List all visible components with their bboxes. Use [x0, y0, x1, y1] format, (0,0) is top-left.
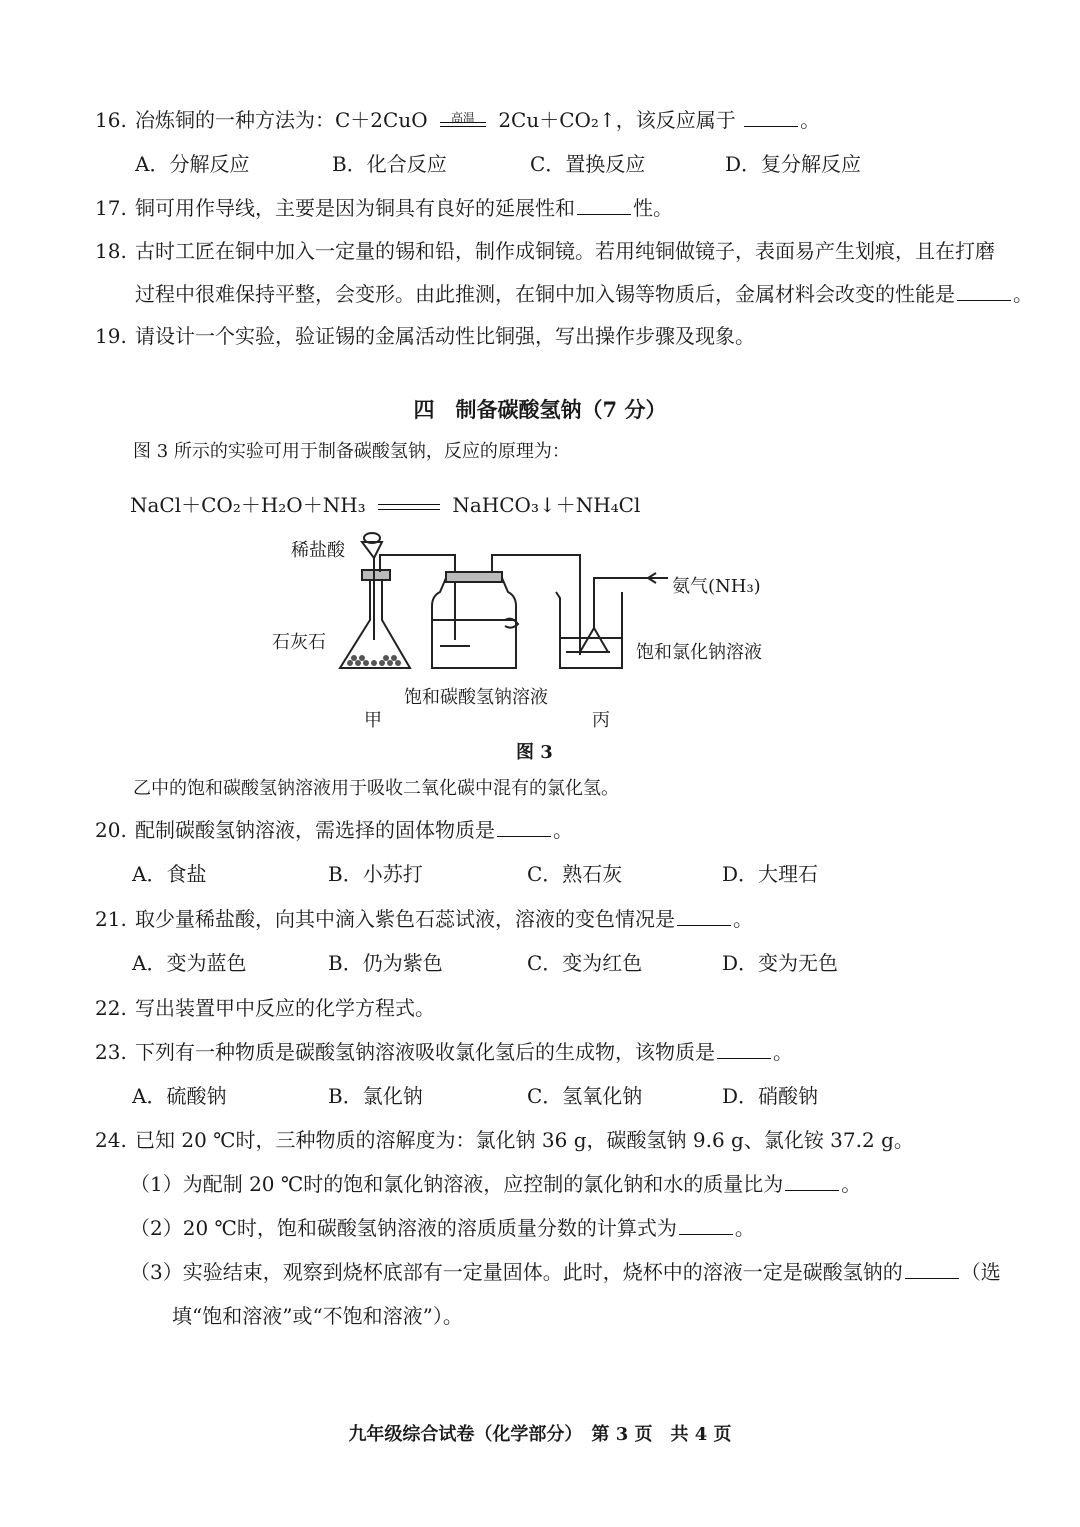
- option-d[interactable]: D．复分解反应: [725, 152, 862, 176]
- question-24-sub1: （1）为配制 20 ℃时的饱和氯化钠溶液，应控制的氯化钠和水的质量比为 。: [130, 1172, 862, 1196]
- question-24-sub3-line2: 填“饱和溶液”或“不饱和溶液”）。: [172, 1304, 463, 1328]
- question-text: 请设计一个实验，验证锡的金属活动性比铜强，写出操作步骤及现象。: [135, 324, 755, 348]
- option-a[interactable]: A．分解反应: [135, 152, 250, 176]
- option-b[interactable]: B．氯化钠: [328, 1084, 423, 1108]
- reaction-condition: 高温: [450, 110, 475, 125]
- option-b[interactable]: B．仍为紫色: [328, 951, 443, 975]
- answer-blank[interactable]: [497, 818, 551, 837]
- question-number: 19.: [95, 324, 127, 348]
- label-nacl-solution: 饱和氯化钠溶液: [636, 642, 762, 663]
- answer-blank[interactable]: [577, 196, 631, 215]
- equation-equals-sign: [378, 504, 440, 510]
- answer-blank[interactable]: [677, 907, 731, 926]
- question-text: 配制碳酸氢钠溶液，需选择的固体物质是: [135, 818, 495, 842]
- label-bing: 丙: [592, 710, 610, 731]
- bottle-stopper: [446, 572, 502, 582]
- question-number: 17.: [95, 196, 127, 220]
- answer-blank[interactable]: [679, 1216, 733, 1235]
- option-c[interactable]: C．置换反应: [530, 152, 646, 176]
- page-footer: 九年级综合试卷（化学部分） 第 3 页 共 4 页: [348, 1424, 732, 1445]
- reaction-equals-sign: [438, 110, 488, 134]
- label-nahco3-solution: 饱和碳酸氢钠溶液: [404, 687, 548, 708]
- option-d[interactable]: D．大理石: [722, 862, 819, 886]
- option-b[interactable]: B．化合反应: [332, 152, 447, 176]
- question-24-sub2: （2）20 ℃时，饱和碳酸氢钠溶液的溶质质量分数的计算式为 。: [130, 1216, 755, 1240]
- option-b[interactable]: B．小苏打: [328, 862, 423, 886]
- option-c[interactable]: C．氢氧化钠: [527, 1084, 643, 1108]
- option-d[interactable]: D．变为无色: [722, 951, 839, 975]
- question-text: 铜可用作导线，主要是因为铜具有良好的延展性和: [135, 196, 575, 220]
- question-text: 写出装置甲中反应的化学方程式。: [135, 996, 435, 1020]
- question-number: 20.: [95, 818, 127, 842]
- option-c[interactable]: C．变为红色: [527, 951, 643, 975]
- section-title: 四 制备碳酸氢钠（7 分）: [413, 397, 667, 422]
- beaker-bing: [556, 592, 622, 668]
- question-text: 冶炼铜的一种方法为：C＋2CuO: [135, 108, 428, 132]
- question-number: 24.: [95, 1128, 127, 1152]
- label-limestone: 石灰石: [272, 632, 326, 653]
- question-text: 古时工匠在铜中加入一定量的锡和铅，制作成铜镜。若用纯铜做镜子，表面易产生划痕，且在打磨: [135, 239, 995, 263]
- note-text: 乙中的饱和碳酸氢钠溶液用于吸收二氧化碳中混有的氯化氢。: [133, 778, 619, 799]
- option-a[interactable]: A．食盐: [132, 862, 207, 886]
- answer-blank[interactable]: [957, 282, 1011, 301]
- reaction-equation: [130, 491, 640, 519]
- answer-blank[interactable]: [717, 1040, 771, 1059]
- label-jia: 甲: [364, 710, 382, 731]
- label-ammonia: 氨气(NH₃): [672, 576, 761, 597]
- question-number: 22.: [95, 996, 127, 1020]
- question-number: 23.: [95, 1040, 127, 1064]
- question-number: 18.: [95, 239, 127, 263]
- answer-blank[interactable]: [744, 108, 798, 127]
- figure-caption: 图 3: [516, 742, 553, 763]
- question-text: 下列有一种物质是碳酸氢钠溶液吸收氯化氢后的生成物，该物质是: [135, 1040, 715, 1064]
- option-d[interactable]: D．硝酸钠: [722, 1084, 819, 1108]
- answer-blank[interactable]: [905, 1260, 959, 1279]
- question-number: 21.: [95, 907, 127, 931]
- bottle-yi: [432, 578, 516, 668]
- option-a[interactable]: A．硫酸钠: [132, 1084, 227, 1108]
- equation-right: NaHCO₃↓＋NH₄Cl: [452, 493, 641, 517]
- question-text: 已知 20 ℃时，三种物质的溶解度为：氯化钠 36 g，碳酸氢钠 9.6 g、氯化铵 37.2 g。: [135, 1128, 914, 1152]
- question-text: 取少量稀盐酸，向其中滴入紫色石蕊试液，溶液的变色情况是: [135, 907, 675, 931]
- intro-text: 图 3 所示的实验可用于制备碳酸氢钠，反应的原理为：: [133, 441, 570, 462]
- option-a[interactable]: A．变为蓝色: [132, 951, 247, 975]
- label-dilute-hcl: 稀盐酸: [291, 540, 345, 561]
- inverted-funnel: [580, 628, 608, 652]
- answer-blank[interactable]: [785, 1172, 839, 1191]
- limestone-pellets: [347, 655, 401, 666]
- option-c[interactable]: C．熟石灰: [527, 862, 623, 886]
- question-text: 过程中很难保持平整，会变形。由此推测，在铜中加入锡等物质后，金属材料会改变的性能是: [135, 282, 955, 306]
- equation-left: NaCl＋CO₂＋H₂O＋NH₃: [130, 493, 366, 517]
- flask-stopper: [362, 570, 390, 580]
- question-24-sub3: （3）实验结束，观察到烧杯底部有一定量固体。此时，烧杯中的溶液一定是碳酸氢钠的 （选: [130, 1260, 1001, 1284]
- question-number: 16.: [95, 108, 127, 132]
- question-text-suffix: 2Cu＋CO₂↑，该反应属于: [498, 108, 736, 132]
